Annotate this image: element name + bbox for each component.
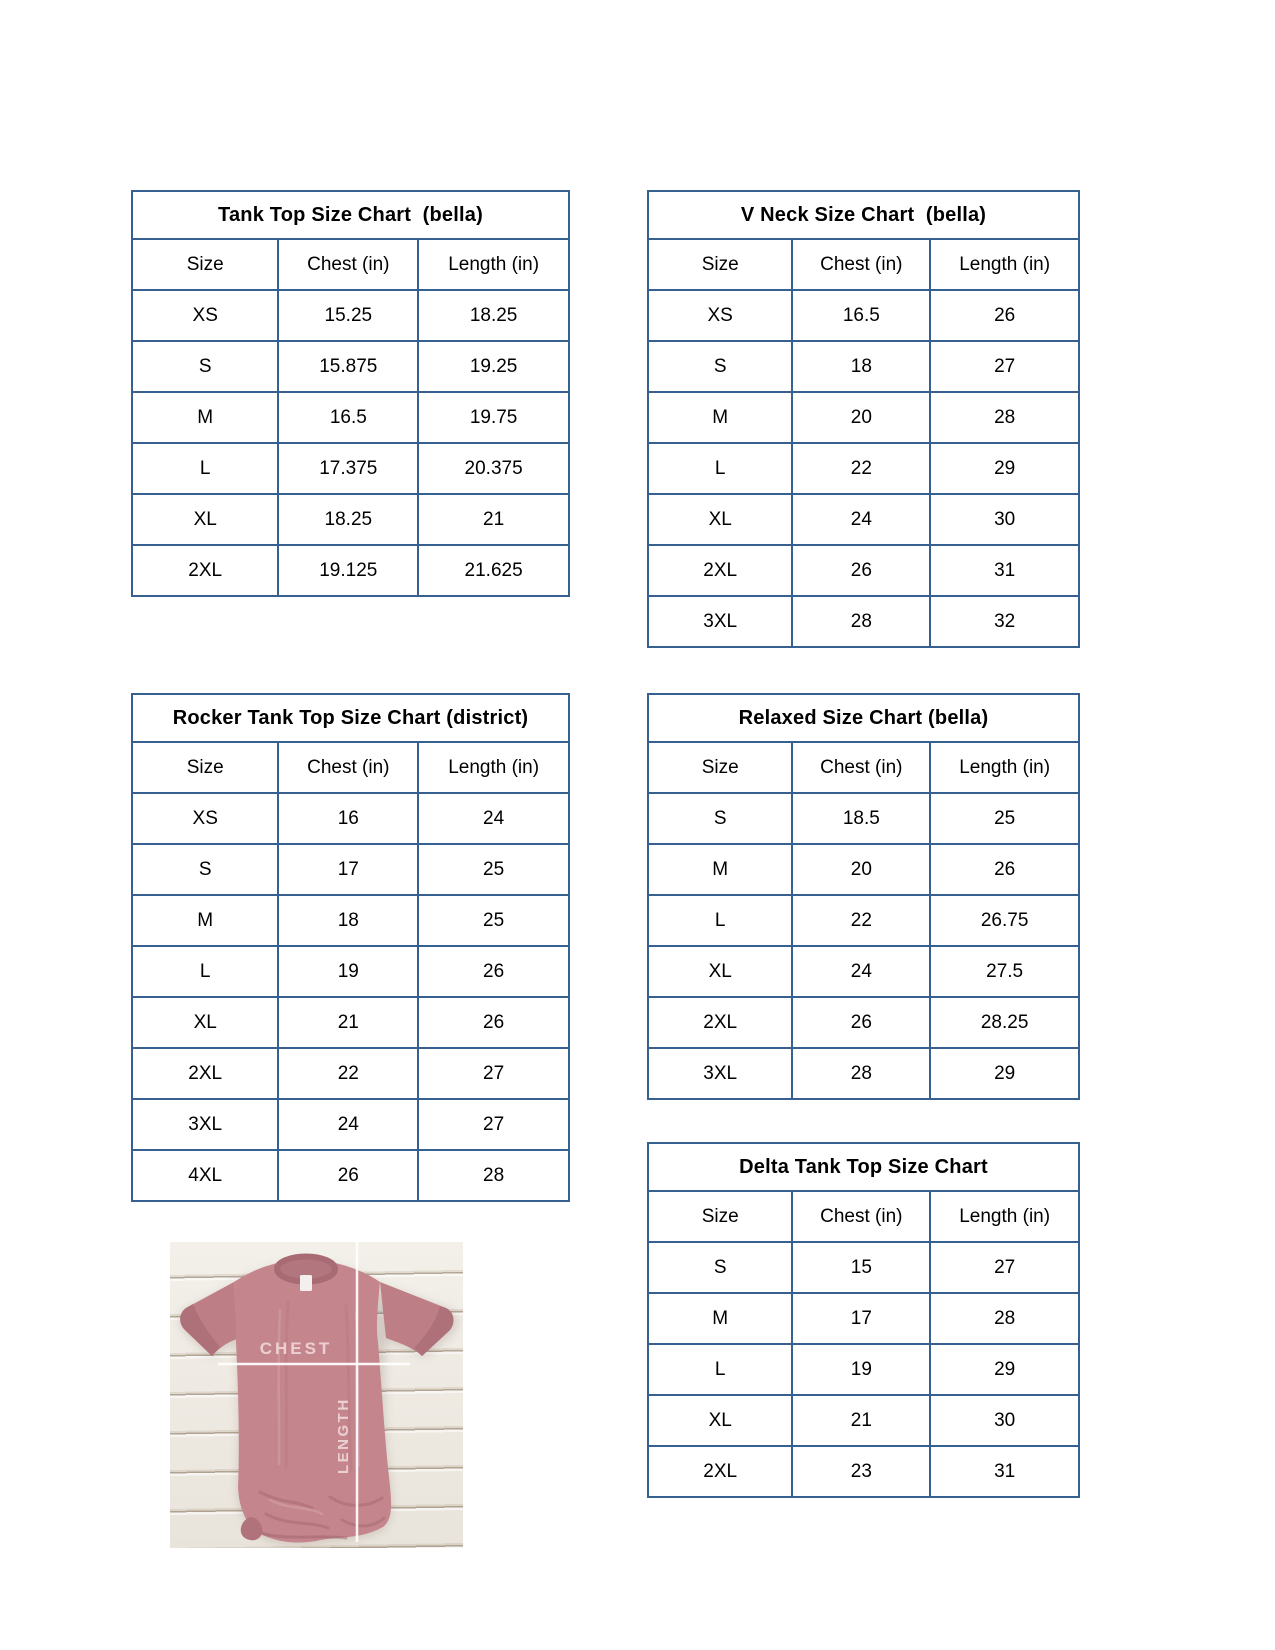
table-cell: 20	[792, 844, 930, 895]
table-row	[132, 946, 569, 997]
table-row	[648, 1395, 1079, 1446]
table-cell: M	[648, 844, 792, 895]
table-cell: 27	[418, 1048, 569, 1099]
v-neck-bella-grid	[647, 238, 1080, 648]
table-cell: 3XL	[648, 596, 792, 647]
table-cell: XL	[648, 494, 792, 545]
table-cell: 15.25	[278, 290, 418, 341]
table-cell: 27	[418, 1099, 569, 1150]
table-row	[648, 545, 1079, 596]
table-cell: 26	[792, 545, 930, 596]
chest-label: CHEST	[259, 1339, 333, 1358]
table-cell: 31	[930, 545, 1079, 596]
table-row	[648, 1242, 1079, 1293]
header-row	[648, 239, 1079, 290]
table-cell: XL	[648, 946, 792, 997]
table-cell: 26	[930, 844, 1079, 895]
table-cell: 25	[930, 793, 1079, 844]
table-row	[648, 844, 1079, 895]
table-row	[648, 793, 1079, 844]
table-cell: 27	[930, 341, 1079, 392]
column-header: Chest (in)	[792, 742, 930, 793]
table-cell: 27.5	[930, 946, 1079, 997]
table-cell: 2XL	[132, 1048, 278, 1099]
table-cell: 21	[418, 494, 569, 545]
table-cell: 3XL	[648, 1048, 792, 1099]
table-cell: 15	[792, 1242, 930, 1293]
table-cell: 26	[418, 997, 569, 1048]
table-cell: 24	[792, 494, 930, 545]
table-row	[132, 443, 569, 494]
table-cell: 2XL	[648, 997, 792, 1048]
column-header: Length (in)	[418, 742, 569, 793]
table-cell: 20	[792, 392, 930, 443]
table-row	[132, 997, 569, 1048]
column-header: Size	[648, 1191, 792, 1242]
table-row	[648, 494, 1079, 545]
column-header: Chest (in)	[792, 1191, 930, 1242]
rocker-tank-top-district-title: Rocker Tank Top Size Chart (district)	[131, 693, 570, 741]
table-cell: M	[132, 895, 278, 946]
table-cell: 24	[792, 946, 930, 997]
table-row	[648, 596, 1079, 647]
table-row	[132, 793, 569, 844]
table-cell: 28.25	[930, 997, 1079, 1048]
table-cell: S	[648, 341, 792, 392]
table-cell: XS	[132, 290, 278, 341]
table-row	[648, 443, 1079, 494]
table-cell: 19.125	[278, 545, 418, 596]
table-cell: 19	[792, 1344, 930, 1395]
table-cell: 28	[930, 392, 1079, 443]
table-cell: 20.375	[418, 443, 569, 494]
table-row	[648, 341, 1079, 392]
table-cell: 28	[792, 1048, 930, 1099]
column-header: Chest (in)	[278, 742, 418, 793]
table-cell: 21	[278, 997, 418, 1048]
table-cell: 4XL	[132, 1150, 278, 1201]
table-cell: 19.75	[418, 392, 569, 443]
table-cell: XS	[132, 793, 278, 844]
table-cell: L	[132, 443, 278, 494]
v-neck-bella-title: V Neck Size Chart (bella)	[647, 190, 1080, 238]
table-cell: 3XL	[132, 1099, 278, 1150]
table-row	[648, 895, 1079, 946]
table-row	[648, 1344, 1079, 1395]
column-header: Size	[648, 742, 792, 793]
relaxed-bella-title: Relaxed Size Chart (bella)	[647, 693, 1080, 741]
table-row	[132, 545, 569, 596]
table-cell: 32	[930, 596, 1079, 647]
header-row	[648, 742, 1079, 793]
table-cell: 25	[418, 844, 569, 895]
rocker-tank-top-district-size-chart-table	[131, 693, 570, 1202]
table-cell: 30	[930, 494, 1079, 545]
relaxed-bella-size-chart-table	[647, 693, 1080, 1100]
tshirt-measurement-photo	[170, 1242, 463, 1548]
table-cell: 22	[278, 1048, 418, 1099]
table-cell: 30	[930, 1395, 1079, 1446]
column-header: Length (in)	[930, 1191, 1079, 1242]
table-cell: 18.5	[792, 793, 930, 844]
table-cell: 29	[930, 1048, 1079, 1099]
table-cell: 16.5	[792, 290, 930, 341]
table-cell: 17	[792, 1293, 930, 1344]
table-cell: 21.625	[418, 545, 569, 596]
header-row	[648, 1191, 1079, 1242]
table-cell: 25	[418, 895, 569, 946]
table-row	[132, 290, 569, 341]
table-cell: 2XL	[648, 1446, 792, 1497]
table-cell: 28	[418, 1150, 569, 1201]
tank-top-bella-size-chart-table	[131, 190, 570, 597]
table-cell: L	[648, 1344, 792, 1395]
table-row	[648, 1293, 1079, 1344]
table-cell: 26	[930, 290, 1079, 341]
tank-top-bella-grid	[131, 238, 570, 597]
table-cell: 23	[792, 1446, 930, 1497]
table-cell: 29	[930, 443, 1079, 494]
table-cell: 22	[792, 443, 930, 494]
rocker-tank-top-district-grid	[131, 741, 570, 1202]
table-cell: M	[648, 392, 792, 443]
table-cell: 18.25	[278, 494, 418, 545]
table-cell: M	[648, 1293, 792, 1344]
tank-top-bella-title: Tank Top Size Chart (bella)	[131, 190, 570, 238]
v-neck-bella-size-chart-table	[647, 190, 1080, 648]
column-header: Size	[648, 239, 792, 290]
table-row	[648, 1048, 1079, 1099]
table-row	[648, 946, 1079, 997]
table-cell: L	[132, 946, 278, 997]
table-cell: 28	[792, 596, 930, 647]
table-cell: XL	[648, 1395, 792, 1446]
table-row	[648, 392, 1079, 443]
length-label: LENGTH	[335, 1397, 352, 1474]
column-header: Length (in)	[930, 239, 1079, 290]
column-header: Chest (in)	[792, 239, 930, 290]
table-cell: 26	[418, 946, 569, 997]
table-row	[132, 844, 569, 895]
table-row	[648, 290, 1079, 341]
header-row	[132, 239, 569, 290]
column-header: Size	[132, 239, 278, 290]
table-cell: 26.75	[930, 895, 1079, 946]
table-cell: 31	[930, 1446, 1079, 1497]
table-cell: 16.5	[278, 392, 418, 443]
table-cell: M	[132, 392, 278, 443]
table-cell: 28	[930, 1293, 1079, 1344]
table-cell: S	[132, 341, 278, 392]
table-row	[648, 1446, 1079, 1497]
delta-tank-top-size-chart-table	[647, 1142, 1080, 1498]
table-cell: L	[648, 443, 792, 494]
header-row	[132, 742, 569, 793]
table-cell: 17.375	[278, 443, 418, 494]
table-cell: XL	[132, 997, 278, 1048]
table-cell: XS	[648, 290, 792, 341]
table-cell: 18.25	[418, 290, 569, 341]
delta-tank-top-grid	[647, 1190, 1080, 1498]
table-cell: 19	[278, 946, 418, 997]
table-cell: 15.875	[278, 341, 418, 392]
table-cell: XL	[132, 494, 278, 545]
table-cell: 19.25	[418, 341, 569, 392]
table-row	[132, 494, 569, 545]
table-row	[132, 1150, 569, 1201]
column-header: Size	[132, 742, 278, 793]
table-cell: 24	[418, 793, 569, 844]
column-header: Length (in)	[418, 239, 569, 290]
table-cell: 18	[792, 341, 930, 392]
tshirt-illustration	[170, 1242, 463, 1548]
table-row	[132, 1099, 569, 1150]
table-cell: S	[648, 793, 792, 844]
table-row	[132, 895, 569, 946]
tshirt-body	[234, 1262, 391, 1543]
table-row	[132, 392, 569, 443]
table-cell: S	[648, 1242, 792, 1293]
table-cell: 26	[278, 1150, 418, 1201]
table-cell: 2XL	[132, 545, 278, 596]
table-cell: 27	[930, 1242, 1079, 1293]
table-cell: 29	[930, 1344, 1079, 1395]
table-cell: 18	[278, 895, 418, 946]
delta-tank-top-title: Delta Tank Top Size Chart	[647, 1142, 1080, 1190]
table-cell: S	[132, 844, 278, 895]
column-header: Chest (in)	[278, 239, 418, 290]
table-cell: 21	[792, 1395, 930, 1446]
table-cell: 16	[278, 793, 418, 844]
table-cell: 24	[278, 1099, 418, 1150]
table-row	[132, 1048, 569, 1099]
table-cell: 26	[792, 997, 930, 1048]
table-cell: 22	[792, 895, 930, 946]
collar-tag	[300, 1275, 312, 1291]
relaxed-bella-grid	[647, 741, 1080, 1100]
table-cell: 2XL	[648, 545, 792, 596]
table-cell: 17	[278, 844, 418, 895]
table-row	[648, 997, 1079, 1048]
column-header: Length (in)	[930, 742, 1079, 793]
table-row	[132, 341, 569, 392]
table-cell: L	[648, 895, 792, 946]
